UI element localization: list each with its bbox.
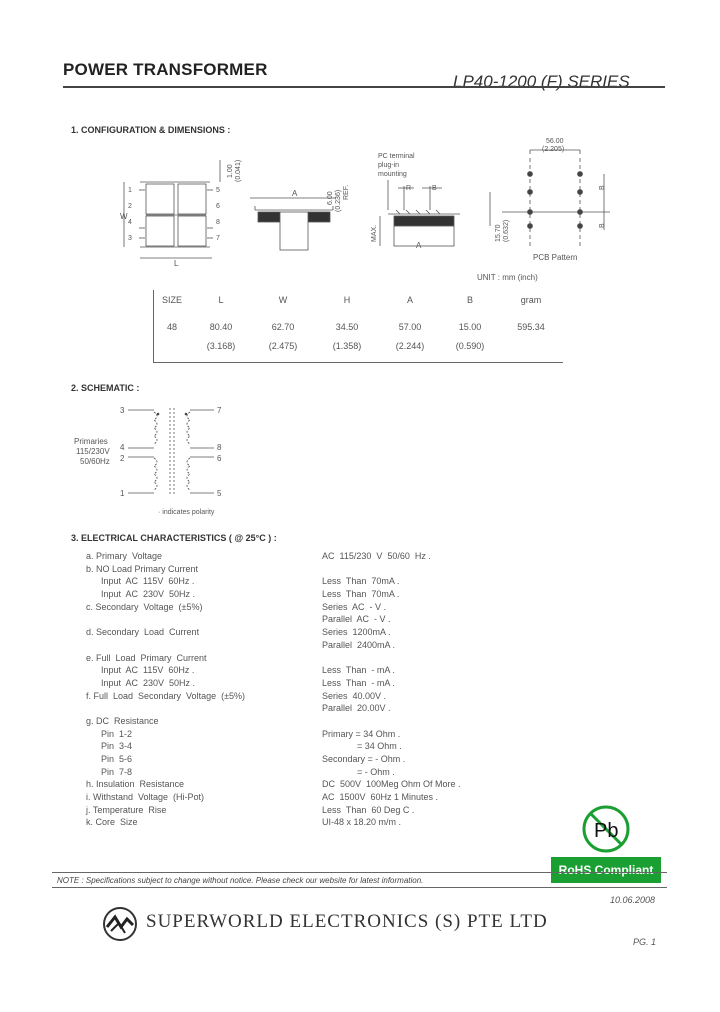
pin-dim-inch-label: (0.236) <box>335 189 342 212</box>
td-a-inch: (2.244) <box>395 340 425 351</box>
schematic-pin-4: 4 <box>120 443 125 452</box>
spec-label: Input AC 115V 60Hz . <box>86 576 195 587</box>
spec-value: DC 500V 100Meg Ohm Of More . <box>322 779 461 790</box>
front-view <box>250 198 336 250</box>
spec-label: j. Temperature Rise <box>86 804 167 815</box>
schematic-diagram <box>70 400 250 520</box>
l-dim-label: L <box>174 259 179 268</box>
pin-label-4: 4 <box>128 219 132 226</box>
primary-voltage-label: 115/230V <box>76 447 110 456</box>
spec-label <box>86 613 316 626</box>
schematic-wires <box>128 410 214 493</box>
spec-label: e. Full Load Primary Current <box>86 652 207 663</box>
spec-label: Input AC 115V 60Hz . <box>86 665 195 676</box>
spec-label <box>86 702 316 715</box>
pin-label-5: 5 <box>216 187 220 194</box>
pin-label-2: 2 <box>128 203 132 210</box>
spec-label: d. Secondary Load Current <box>86 627 200 638</box>
th-w: W <box>278 294 288 305</box>
pin-label-3: 3 <box>128 235 132 242</box>
ref-label: REF. <box>343 184 350 200</box>
td-h-inch: (1.358) <box>332 340 362 351</box>
spec-value: Primary = 34 Ohm . <box>322 728 401 739</box>
td-l-inch: (3.168) <box>206 340 236 351</box>
r-dim-label: R <box>406 185 412 192</box>
electrical-labels <box>86 550 316 829</box>
td-w: 62.70 <box>271 321 295 332</box>
td-size: 48 <box>166 321 177 332</box>
dimensions-table-wrapper <box>153 290 563 363</box>
b-dim-label: B <box>432 185 437 192</box>
note-divider-bottom <box>52 887 667 888</box>
company-name: SUPERWORLD ELECTRONICS (S) PTE LTD <box>146 911 548 932</box>
schematic-pin-3: 3 <box>120 406 125 415</box>
section-configuration-heading: 1. CONFIGURATION & DIMENSIONS : <box>71 125 231 135</box>
schematic-pin-1: 1 <box>120 489 125 498</box>
spec-value: Less Than 60 Deg C . <box>322 804 415 815</box>
td-b-inch: (0.590) <box>455 340 485 351</box>
table-row-inch <box>153 336 563 355</box>
electrical-values <box>322 550 522 829</box>
max-label: MAX. <box>371 224 378 242</box>
table-row-mm <box>153 317 563 336</box>
spec-label: i. Withstand Voltage (Hi-Pot) <box>86 792 205 803</box>
section-schematic-heading: 2. SCHEMATIC : <box>71 383 140 393</box>
spec-value: Less Than - mA . <box>322 665 395 676</box>
th-size: SIZE <box>161 294 182 305</box>
td-l: 80.40 <box>209 321 233 332</box>
rohs-badge: RoHS Compliant <box>551 857 661 883</box>
schematic-core <box>170 408 174 496</box>
spec-value <box>322 715 522 728</box>
spec-label: c. Secondary Voltage (±5%) <box>86 601 203 612</box>
spec-label: k. Core Size <box>86 817 138 828</box>
td-b: 15.00 <box>458 321 482 332</box>
spec-value: = 34 Ohm . <box>322 741 402 752</box>
side-a-label: A <box>416 241 422 250</box>
mounting-label: mounting <box>378 171 407 178</box>
spec-value: AC 115/230 V 50/60 Hz . <box>322 551 431 561</box>
td-h: 34.50 <box>335 321 359 332</box>
pcb-b-label-top: B <box>599 185 606 190</box>
polarity-dot <box>157 413 160 416</box>
spec-value: Parallel 2400mA . <box>322 639 396 650</box>
pin-label-6: 6 <box>216 203 220 210</box>
spec-label: h. Insulation Resistance <box>86 779 185 790</box>
header-divider <box>63 86 665 88</box>
td-w-inch: (2.475) <box>268 340 298 351</box>
spec-value: UI-48 x 18.20 m/m . <box>322 817 402 828</box>
page-number: PG. 1 <box>633 937 657 947</box>
pcb-width-label: 56.00 <box>546 138 564 145</box>
spec-label: Pin 3-4 <box>86 741 133 752</box>
pcb-side-dim-inch-label: (0.632) <box>503 219 510 242</box>
spec-label <box>86 639 316 652</box>
pin-label-7: 7 <box>216 235 220 242</box>
lead-dim-inch-label: (0.041) <box>235 159 242 182</box>
schematic-pin-5: 5 <box>217 489 222 498</box>
pin-dim-label: 6.00 <box>327 191 334 205</box>
pin-label-1: 1 <box>128 187 132 194</box>
pcb-width-inch-label: (2.205) <box>542 146 565 153</box>
series-name: LP40-1200 (F) SERIES <box>453 72 630 91</box>
unit-label: UNIT : mm (inch) <box>477 273 538 282</box>
th-b: B <box>466 294 473 305</box>
pcb-b-label-bottom: B <box>599 223 606 228</box>
schematic-pin-8: 8 <box>217 443 222 452</box>
spec-label: a. Primary Voltage <box>86 551 163 561</box>
top-view <box>124 160 220 258</box>
spec-value: Series 1200mA . <box>322 627 391 638</box>
spec-value: Parallel AC - V . <box>322 614 391 625</box>
w-dim-label: W <box>120 212 128 221</box>
lead-dim-label: 1.00 <box>227 164 234 178</box>
note-divider-top <box>52 872 667 873</box>
spec-label: f. Full Load Secondary Voltage (±5%) <box>86 690 246 701</box>
plug-in-label: plug-in <box>378 162 400 169</box>
spec-value: = - Ohm . <box>322 766 395 777</box>
note-text: NOTE : Specifications subject to change without notice. Please check our website for latest information. <box>57 876 424 885</box>
primaries-label: Primaries <box>74 437 108 446</box>
schematic-pin-6: 6 <box>217 454 222 463</box>
schematic-coils <box>154 412 190 490</box>
spec-value: AC 1500V 60Hz 1 Minutes . <box>322 792 439 803</box>
spec-label: Pin 5-6 <box>86 754 133 764</box>
company-logo-icon <box>101 905 139 943</box>
spec-label: Pin 7-8 <box>86 766 133 777</box>
spec-value: Less Than 70mA . <box>322 576 400 587</box>
spec-value: Less Than - mA . <box>322 677 395 688</box>
pb-label: Pb <box>594 820 619 842</box>
th-a: A <box>406 294 413 305</box>
spec-label: Pin 1-2 <box>86 728 133 739</box>
dimensions-table <box>153 290 563 355</box>
td-gram: 595.34 <box>517 321 545 332</box>
spec-label: g. DC Resistance <box>86 715 159 726</box>
pcb-side-dim-label: 15.70 <box>495 224 502 242</box>
polarity-dot <box>185 413 188 416</box>
pcb-pattern-label: PCB Pattern <box>533 253 578 262</box>
spec-value: Parallel 20.00V . <box>322 703 391 714</box>
td-gram-inch <box>499 336 563 355</box>
spec-value: Less Than 70mA . <box>322 589 400 600</box>
dimensions-drawing <box>110 130 630 275</box>
spec-label: b. NO Load Primary Current <box>86 563 199 574</box>
primary-freq-label: 50/60Hz <box>80 457 110 466</box>
spec-value <box>322 652 522 665</box>
pin-label-8: 8 <box>216 219 220 226</box>
spec-value: Series AC - V . <box>322 601 387 612</box>
th-h: H <box>343 294 351 305</box>
pb-free-icon <box>580 803 632 855</box>
spec-label: Input AC 230V 50Hz . <box>86 589 196 600</box>
polarity-note: · indicates polarity <box>158 509 215 516</box>
spec-value: Secondary = - Ohm . <box>322 754 406 764</box>
schematic-pin-2: 2 <box>120 454 125 463</box>
td-size-inch <box>153 336 191 355</box>
table-bottom-border <box>153 362 563 363</box>
side-view <box>380 180 460 246</box>
schematic-pin-7: 7 <box>217 406 222 415</box>
document-date: 10.06.2008 <box>610 895 656 905</box>
td-a: 57.00 <box>398 321 422 332</box>
table-header-row <box>153 290 563 309</box>
spec-value <box>322 563 522 576</box>
table-row <box>153 309 563 317</box>
pc-terminal-label: PC terminal <box>378 153 415 160</box>
document-title: POWER TRANSFORMER <box>63 60 268 79</box>
a-dim-label: A <box>292 189 298 198</box>
spec-value: Series 40.00V . <box>322 690 387 701</box>
section-electrical-heading: 3. ELECTRICAL CHARACTERISTICS ( @ 25°C ) : <box>71 533 277 543</box>
th-gram: gram <box>520 294 542 305</box>
th-l: L <box>218 294 224 305</box>
spec-label: Input AC 230V 50Hz . <box>86 677 196 688</box>
